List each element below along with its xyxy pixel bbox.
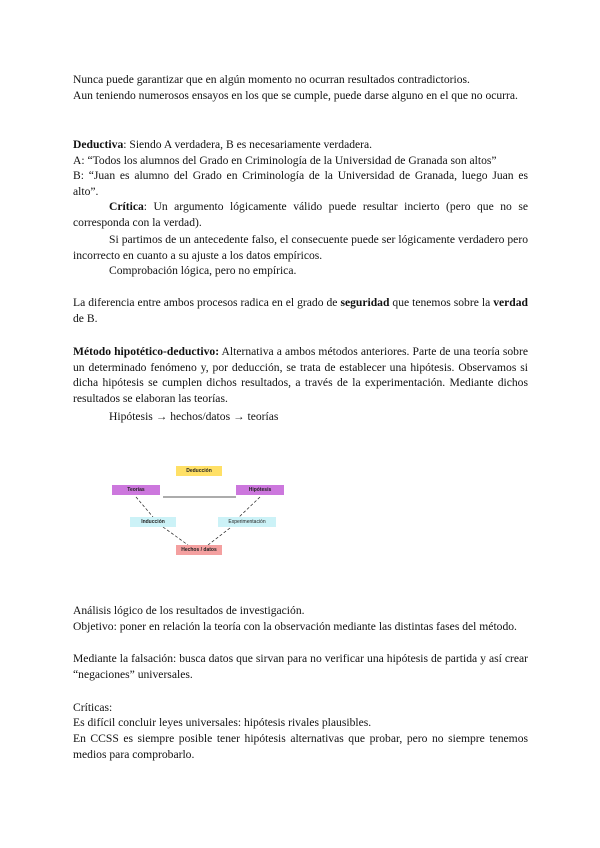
text-diferencia-post: de B. (73, 311, 98, 325)
heading-criticas: Críticas: (73, 701, 113, 714)
experimentacion-hechos-line (208, 528, 230, 545)
bold-seguridad: seguridad (340, 296, 390, 309)
hipotesis-experimentacion-line (238, 497, 260, 518)
paragraph-contradictorios (73, 72, 528, 103)
text-diferencia-pre: La diferencia entre ambos procesos radica en el grado de (73, 296, 341, 309)
paragraph-ccss: En CCSS es siempre posible tener hipótesis alternativas que probar, pero no siempre tenemos medios para comprobarlo. (73, 732, 528, 761)
heading-deductiva: Deductiva (73, 138, 124, 151)
paragraph-antecedente-falso: Si partimos de un antecedente falso, el consecuente puede ser lógicamente verdadero pero incorrecto en cuanto a su ajuste a los datos empíricos. (73, 233, 528, 262)
induccion-box: Inducción (130, 517, 176, 527)
hipotesis-box: Hipótesis (236, 485, 284, 495)
text-metodo: Alternativa a ambos métodos anteriores. Parte de una teoría sobre un determinado fenómeno y, por deducción, se trata de establecer una hipótesis. Observamos si dicha hipótesis se cumplen dichos resultados, a través de la experimentación. Mediante dichos resultados se elaboran las teorías. (73, 345, 528, 405)
paragraph-objetivo: Objetivo: poner en relación la teoría con la observación mediante las distintas fases del método. (73, 620, 517, 633)
deduccion-box: Deducción (176, 466, 222, 476)
bold-verdad: verdad (493, 296, 528, 309)
paragraph-critica (73, 199, 528, 230)
paragraph-analisis: Análisis lógico de los resultados de investigación. (73, 604, 305, 617)
teorias-box: Teorías (112, 485, 160, 495)
hechos-datos-box: Hechos / datos (176, 545, 222, 555)
text-deductiva: : Siendo A verdadera, B es necesariamente verdadera. (123, 138, 373, 151)
paragraph-leyes-universales: Es difícil concluir leyes universales: hipótesis rivales plausibles. (73, 716, 372, 729)
teorias-induccion-line (136, 497, 153, 517)
paragraph-deductiva (73, 137, 528, 153)
induccion-hechos-line (163, 527, 188, 545)
text-contradictorios: Nunca puede garantizar que en algún momento no ocurran resultados contradictorios. (73, 73, 470, 86)
experimentacion-box: Experimentación (218, 517, 276, 527)
text-critica: : Un argumento lógicamente válido puede resultar incierto (pero que no se corresponda con la verdad). (73, 200, 528, 229)
heading-critica: Crítica (109, 200, 144, 213)
paragraph-metodo (73, 344, 528, 406)
method-diagram (108, 462, 294, 562)
text-diferencia-mid: que tenemos sobre la (389, 296, 494, 309)
premise-b: B: “Juan es alumno del Grado en Criminología de la Universidad de Granada, luego Juan es alto”. (73, 169, 528, 198)
premise-a: A: “Todos los alumnos del Grado en Criminología de la Universidad de Granada son altos” (73, 153, 497, 167)
text-ensayos: Aun teniendo numerosos ensayos en los que se cumple, puede darse alguno en el que no ocurra. (73, 88, 518, 102)
flow-hipotesis: Hipótesis → hechos/datos → teorías (109, 410, 279, 423)
paragraph-diferencia (73, 295, 528, 326)
heading-metodo: Método hipotético-deductivo: (73, 345, 220, 358)
paragraph-comprobacion: Comprobación lógica, pero no empírica. (109, 264, 297, 277)
paragraph-falsacion: Mediante la falsación: busca datos que sirvan para no verificar una hipótesis de partida y así crear “negaciones” universales. (73, 652, 528, 681)
